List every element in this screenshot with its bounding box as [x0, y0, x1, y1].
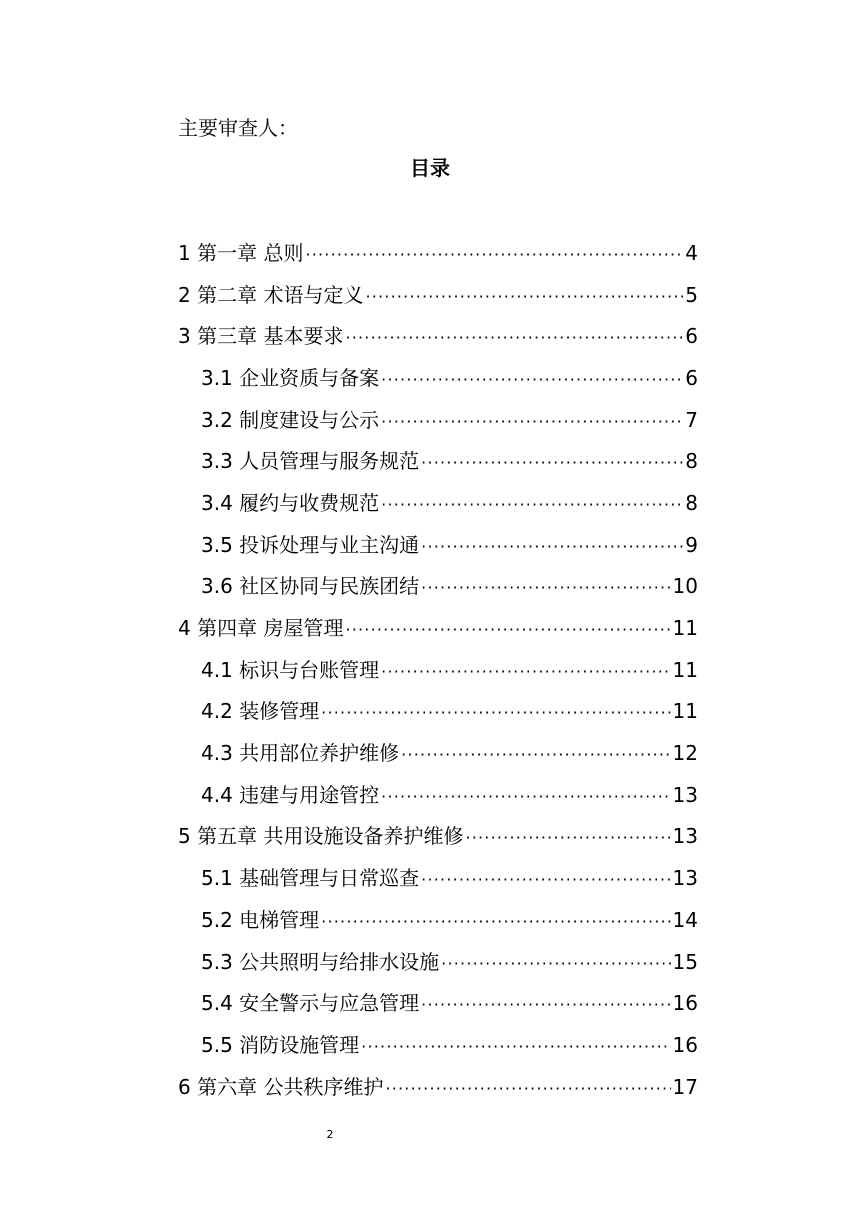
toc-entry-page: 5 [685, 282, 698, 307]
toc-entry-label: 4 第四章 房屋管理 [178, 616, 344, 641]
toc-entry-page: 10 [672, 574, 698, 599]
reviewer-label: 主要审查人： [178, 116, 298, 140]
toc-entry-section-4-2[interactable] [0, 691, 698, 733]
toc-entry-section-3-2[interactable] [0, 399, 698, 441]
toc-entry-page: 9 [685, 532, 698, 557]
toc-entry-page: 6 [685, 324, 698, 349]
toc-entry-label: 5.1 基础管理与日常巡查 [201, 866, 420, 891]
toc-entry-page: 16 [672, 1032, 698, 1057]
toc-entry-section-5-2[interactable] [0, 899, 698, 941]
toc-entry-label: 6 第六章 公共秩序维护 [178, 1074, 384, 1099]
toc-entry-label: 5.4 安全警示与应急管理 [201, 991, 420, 1016]
toc-entry-page: 8 [685, 490, 698, 515]
toc-dot-leader [441, 954, 670, 974]
toc-entry-page: 6 [685, 365, 698, 390]
toc-dot-leader [385, 1079, 670, 1099]
toc-entry-page: 12 [672, 741, 698, 766]
toc-dot-leader [421, 453, 683, 473]
toc-entry-label: 3.5 投诉处理与业主沟通 [201, 532, 420, 557]
toc-dot-leader [321, 912, 670, 932]
toc-entry-label: 2 第二章 术语与定义 [178, 282, 364, 307]
toc-entry-label: 1 第一章 总则 [178, 240, 304, 265]
toc-entry-label: 3.3 人员管理与服务规范 [201, 449, 420, 474]
toc-entry-chapter-3[interactable] [0, 315, 698, 357]
toc-entry-label: 5.5 消防设施管理 [201, 1032, 360, 1057]
toc-dot-leader [421, 870, 670, 890]
toc-entry-section-3-4[interactable] [0, 482, 698, 524]
toc-entry-label: 3.6 社区协同与民族团结 [201, 574, 420, 599]
toc-entry-label: 5.2 电梯管理 [201, 907, 320, 932]
toc-dot-leader [305, 245, 683, 265]
toc-dot-leader [361, 1037, 670, 1057]
toc-entry-label: 3.2 制度建设与公示 [201, 407, 380, 432]
toc-entry-label: 4.3 共用部位养护维修 [201, 741, 400, 766]
toc-dot-leader [381, 412, 683, 432]
toc-entry-label: 5 第五章 共用设施设备养护维修 [178, 824, 464, 849]
toc-dot-leader [381, 662, 670, 682]
toc-entry-page: 4 [685, 240, 698, 265]
toc-dot-leader [381, 495, 683, 515]
toc-dot-leader [381, 370, 683, 390]
toc-entry-section-3-6[interactable] [0, 566, 698, 608]
toc-entry-label: 5.3 公共照明与给排水设施 [201, 949, 440, 974]
toc-entry-chapter-1[interactable] [0, 232, 698, 274]
toc-entry-section-4-1[interactable] [0, 649, 698, 691]
toc-entry-section-5-1[interactable] [0, 857, 698, 899]
toc-dot-leader [421, 537, 683, 557]
toc-dot-leader [465, 828, 670, 848]
toc-entry-chapter-6[interactable] [0, 1066, 698, 1108]
toc-dot-leader [381, 787, 670, 807]
table-of-contents [0, 232, 860, 1107]
toc-entry-page: 8 [685, 449, 698, 474]
toc-entry-page: 11 [672, 657, 698, 682]
toc-entry-section-3-5[interactable] [0, 524, 698, 566]
toc-entry-section-3-3[interactable] [0, 440, 698, 482]
toc-entry-page: 17 [672, 1074, 698, 1099]
toc-entry-page: 11 [672, 616, 698, 641]
toc-dot-leader [401, 745, 670, 765]
toc-dot-leader [345, 620, 670, 640]
toc-dot-leader [321, 703, 670, 723]
toc-entry-page: 14 [672, 907, 698, 932]
toc-entry-section-4-3[interactable] [0, 732, 698, 774]
toc-entry-page: 16 [672, 991, 698, 1016]
toc-entry-chapter-4[interactable] [0, 607, 698, 649]
toc-entry-page: 7 [685, 407, 698, 432]
toc-dot-leader [365, 287, 683, 307]
toc-entry-label: 3.4 履约与收费规范 [201, 490, 380, 515]
toc-dot-leader [345, 328, 683, 348]
toc-entry-page: 13 [672, 866, 698, 891]
toc-title: 目录 [410, 156, 450, 180]
toc-entry-page: 15 [672, 949, 698, 974]
toc-entry-label: 3 第三章 基本要求 [178, 324, 344, 349]
toc-entry-label: 4.4 违建与用途管控 [201, 782, 380, 807]
toc-entry-label: 4.2 装修管理 [201, 699, 320, 724]
toc-entry-page: 11 [672, 699, 698, 724]
toc-entry-section-5-3[interactable] [0, 941, 698, 983]
toc-entry-chapter-5[interactable] [0, 816, 698, 858]
toc-entry-label: 3.1 企业资质与备案 [201, 365, 380, 390]
toc-entry-label: 4.1 标识与台账管理 [201, 657, 380, 682]
toc-entry-chapter-2[interactable] [0, 274, 698, 316]
toc-entry-section-3-1[interactable] [0, 357, 698, 399]
page-number: 2 [326, 1128, 334, 1141]
toc-dot-leader [421, 578, 670, 598]
toc-entry-section-5-5[interactable] [0, 1024, 698, 1066]
toc-dot-leader [421, 995, 670, 1015]
toc-entry-page: 13 [672, 782, 698, 807]
toc-entry-section-4-4[interactable] [0, 774, 698, 816]
toc-entry-page: 13 [672, 824, 698, 849]
toc-entry-section-5-4[interactable] [0, 982, 698, 1024]
